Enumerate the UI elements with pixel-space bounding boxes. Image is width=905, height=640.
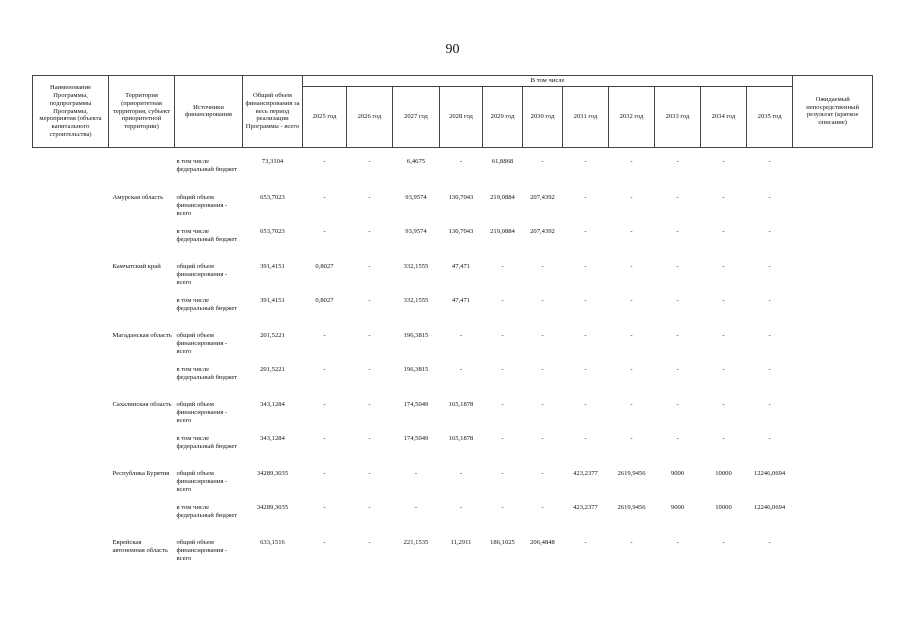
territory-cell: Камчатский край [112,262,161,270]
year-value-cell: - [501,469,504,477]
year-value-cell: 196,3815 [403,331,429,339]
year-value-cell: 219,0884 [490,193,515,201]
year-value-cell: - [323,228,326,236]
program-name-cell [33,502,109,537]
result-cell [793,537,873,572]
territory-cell [109,502,175,537]
year-value-cell: - [368,193,371,201]
program-name-cell [33,537,109,572]
year-value-cell: 130,7043 [448,193,474,201]
year-value-cell: - [414,504,418,512]
total-cell: 391,4151 [260,262,285,270]
year-value-cell: - [501,504,504,512]
year-value-cell: - [414,469,418,477]
year-value-cell: - [368,504,371,512]
year-value-cell: - [676,297,679,305]
total-cell: 34289,3035 [256,469,289,477]
territory-cell: Сахалинская область [112,400,172,408]
territory-cell [109,433,175,468]
year-value-cell: 12246,0694 [753,504,786,512]
header-year: 2032 год [609,86,655,147]
year-value-cell: - [768,435,771,443]
result-cell [793,147,873,192]
year-value-cell: 165,1878 [448,435,474,443]
header-year: 2035 год [747,86,793,147]
year-value-cell: 423,2377 [573,469,598,477]
territory-cell [109,364,175,399]
year-value-cell: - [501,331,504,339]
year-value-cell: - [501,366,504,374]
year-value-cell: 174,5049 [403,435,429,443]
year-value-cell: 207,4392 [530,228,555,236]
year-value-cell: - [722,157,725,165]
result-cell [793,261,873,296]
program-name-cell [33,433,109,468]
header-year: 2031 год [563,86,609,147]
header-year: 2027 год [393,86,440,147]
year-value-cell: 0,8027 [315,297,334,305]
year-value-cell: - [368,157,371,165]
header-year: 2034 год [701,86,747,147]
year-value-cell: - [323,331,326,339]
year-value-cell: - [459,504,463,512]
year-value-cell: - [630,366,633,374]
year-value-cell: - [541,157,544,165]
year-value-cell: - [323,157,326,165]
year-value-cell: 221,1535 [403,538,429,546]
year-value-cell: 332,1555 [403,297,429,305]
year-value-cell: - [768,331,771,339]
year-value-cell: - [541,262,544,270]
year-value-cell: 206,4848 [530,538,555,546]
year-value-cell: 47,471 [451,262,471,270]
year-value-cell: - [722,193,725,201]
year-value-cell: - [541,400,544,408]
year-value-cell: - [368,400,371,408]
year-value-cell: - [676,400,679,408]
table-header [33,76,873,148]
year-value-cell: 423,2377 [573,504,598,512]
year-value-cell: - [630,262,633,270]
page-number: 90 [445,42,460,57]
year-value-cell: - [368,366,371,374]
result-cell [793,433,873,468]
year-value-cell: 10000 [715,469,732,477]
year-value-cell: - [323,469,326,477]
year-value-cell: - [676,157,679,165]
year-value-cell: - [368,469,371,477]
year-value-cell: - [676,538,679,546]
year-value-cell: - [722,262,725,270]
year-value-cell: - [501,435,504,443]
year-value-cell: 2619,9456 [617,469,646,477]
result-cell [793,295,873,330]
total-cell: 201,5221 [260,366,285,374]
year-value-cell: - [584,331,587,339]
source-cell: общий объем финансирования - всего [176,538,228,562]
year-value-cell: - [368,297,371,305]
year-value-cell: - [768,262,771,270]
table-row [33,192,873,227]
year-value-cell: - [630,157,633,165]
year-value-cell: - [676,193,679,201]
table-row [33,364,873,399]
year-value-cell: - [501,297,504,305]
table-row [33,295,873,330]
year-value-cell: - [630,297,633,305]
program-name-cell [33,468,109,503]
year-value-cell: - [768,297,771,305]
year-value-cell: - [459,331,463,339]
year-value-cell: - [501,262,504,270]
year-value-cell: 0,8027 [315,262,334,270]
year-value-cell: - [501,400,504,408]
header-territory: Территория (приоритетная территория, субъект приоритетной территории) [109,76,175,148]
year-value-cell: - [630,228,633,236]
header-year: 2028 год [440,86,483,147]
table-body [33,147,873,571]
year-value-cell: - [323,538,326,546]
year-value-cell: 219,0884 [490,228,515,236]
result-cell [793,502,873,537]
year-value-cell: - [722,435,725,443]
table-row [33,537,873,572]
year-value-cell: - [323,400,326,408]
year-value-cell: - [541,504,544,512]
program-name-cell [33,399,109,434]
year-value-cell: - [368,538,371,546]
total-cell: 343,1284 [260,435,285,443]
result-cell [793,468,873,503]
year-value-cell: - [676,228,679,236]
year-value-cell: - [722,538,725,546]
table-row [33,330,873,365]
year-value-cell: 93,9574 [405,193,427,201]
table-row [33,261,873,296]
program-name-cell [33,261,109,296]
year-value-cell: - [584,435,587,443]
header-total: Общий объем финансирования за весь период реализации Программы - всего [243,76,303,148]
year-value-cell: 207,4392 [530,193,555,201]
year-value-cell: 9000 [670,504,685,512]
result-cell [793,364,873,399]
year-value-cell: - [459,157,463,165]
year-value-cell: - [584,157,587,165]
header-year: 2029 год [483,86,523,147]
year-value-cell: - [584,262,587,270]
year-value-cell: 332,1555 [403,262,429,270]
source-cell: в том числе федеральный бюджет [176,157,238,173]
result-cell [793,226,873,261]
result-cell [793,330,873,365]
year-value-cell: - [768,366,771,374]
total-cell: 201,5221 [260,331,285,339]
year-value-cell: 2619,9456 [617,504,646,512]
table-row [33,468,873,503]
header-name: Наименование Программы, подпрограммы Программы, мероприятия (объекта капитального строительства) [33,76,109,148]
year-value-cell: - [722,366,725,374]
result-cell [793,399,873,434]
year-value-cell: - [722,400,725,408]
year-value-cell: - [368,228,371,236]
year-value-cell: 93,9574 [405,228,427,236]
year-value-cell: - [722,331,725,339]
total-cell: 343,1284 [260,400,285,408]
total-cell: 633,1516 [260,538,285,546]
territory-cell: Республика Бурятия [112,469,170,477]
year-value-cell: 174,5049 [403,400,429,408]
source-cell: общий объем финансирования - всего [176,331,228,355]
year-value-cell: - [768,400,771,408]
result-cell [793,192,873,227]
year-value-cell: - [323,366,326,374]
year-value-cell: - [630,538,633,546]
year-value-cell: 196,3815 [403,366,429,374]
table-row [33,226,873,261]
year-value-cell: - [584,538,587,546]
year-value-cell: - [768,538,771,546]
year-value-cell: - [722,228,725,236]
territory-cell: Еврейская автономная область [112,538,168,554]
year-value-cell: - [368,435,371,443]
year-value-cell: - [541,469,544,477]
year-value-cell: - [541,366,544,374]
program-name-cell [33,364,109,399]
year-value-cell: - [541,331,544,339]
year-value-cell: - [541,297,544,305]
program-name-cell [33,192,109,227]
header-sources: Источники финансирования [175,76,243,148]
year-value-cell: - [722,297,725,305]
year-value-cell: - [459,366,463,374]
total-cell: 73,3104 [261,157,284,165]
year-value-cell: - [459,469,463,477]
header-year: 2025 год [303,86,347,147]
year-value-cell: - [630,331,633,339]
year-value-cell: - [584,400,587,408]
total-cell: 653,7023 [260,193,285,201]
year-value-cell: - [323,435,326,443]
year-value-cell: - [768,228,771,236]
source-cell: общий объем финансирования - всего [176,469,228,493]
table-row [33,147,873,192]
source-cell: в том числе федеральный бюджет [176,435,238,451]
year-value-cell: 47,471 [451,297,471,305]
territory-cell: Магаданская область [112,331,172,339]
year-value-cell: - [630,193,633,201]
year-value-cell: 186,1025 [490,538,515,546]
year-value-cell: 165,1878 [448,400,474,408]
header-year: 2033 год [655,86,701,147]
header-result: Ожидаемый непосредственный результат (краткое описание) [793,76,873,148]
table-row [33,502,873,537]
year-value-cell: - [676,366,679,374]
year-value-cell: - [768,193,771,201]
program-name-cell [33,147,109,192]
year-value-cell: - [676,331,679,339]
source-cell: в том числе федеральный бюджет [176,228,238,244]
financing-table [32,75,873,571]
year-value-cell: - [768,157,771,165]
year-value-cell: - [584,297,587,305]
year-value-cell: 9000 [670,469,685,477]
year-value-cell: - [584,193,587,201]
source-cell: в том числе федеральный бюджет [176,366,238,382]
program-name-cell [33,226,109,261]
year-value-cell: - [676,435,679,443]
territory-cell: Амурская область [112,193,164,201]
territory-cell [109,226,175,261]
source-cell: общий объем финансирования - всего [176,193,228,217]
territory-cell [109,147,175,192]
year-value-cell: - [630,435,633,443]
source-cell: в том числе федеральный бюджет [176,504,238,520]
total-cell: 653,7023 [260,228,285,236]
year-value-cell: 11,2911 [450,538,472,546]
territory-cell [109,295,175,330]
year-value-cell: - [630,400,633,408]
year-value-cell: - [584,228,587,236]
year-value-cell: 61,8868 [491,157,514,165]
header-year: 2030 год [523,86,563,147]
source-cell: в том числе федеральный бюджет [176,297,238,313]
total-cell: 391,4151 [260,297,285,305]
year-value-cell: 10000 [715,504,732,512]
year-value-cell: 130,7043 [448,228,474,236]
total-cell: 34289,3035 [256,504,289,512]
year-value-cell: - [368,262,371,270]
source-cell: общий объем финансирования - всего [176,400,228,424]
header-year: 2026 год [347,86,393,147]
table-row [33,399,873,434]
year-value-cell: - [676,262,679,270]
program-name-cell [33,330,109,365]
year-value-cell: - [323,504,326,512]
year-value-cell: - [323,193,326,201]
year-value-cell: - [541,435,544,443]
program-name-cell [33,295,109,330]
year-value-cell: 6,4675 [406,157,426,165]
year-value-cell: - [368,331,371,339]
source-cell: общий объем финансирования - всего [176,262,228,286]
table-row [33,433,873,468]
year-value-cell: 12246,0694 [753,469,786,477]
year-value-cell: - [584,366,587,374]
header-group: В том числе [303,76,793,87]
